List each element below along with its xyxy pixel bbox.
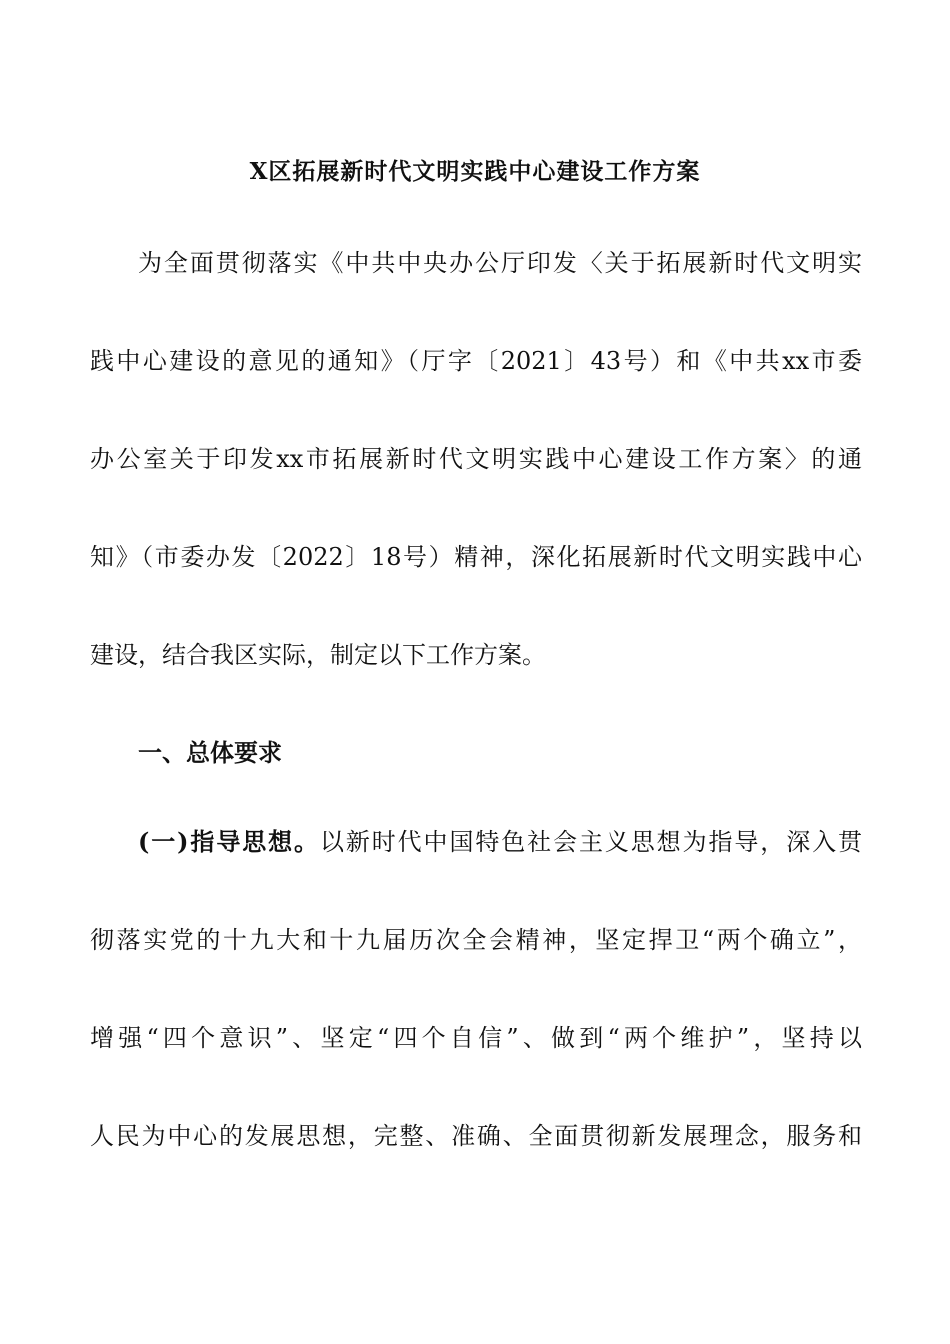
subsection-lead: (一)指导思想。: [138, 827, 320, 856]
intro-line-4: 知》（市委办发〔2022〕18号）精神，深化拓展新时代文明实践中心: [90, 543, 862, 571]
intro-line-1: 为全面贯彻落实《中共中央办公厅印发〈关于拓展新时代文明实: [138, 249, 862, 277]
intro-line-5: 建设，结合我区实际，制定以下工作方案。: [90, 641, 546, 669]
document-title: X区拓展新时代文明实践中心建设工作方案: [249, 158, 701, 185]
intro-line-2: 践中心建设的意见的通知》（厅字〔2021〕43号）和《中共xx市委: [90, 347, 862, 375]
subsection-line-3: 增强“四个意识”、坚定“四个自信”、做到“两个维护”，坚持以: [90, 1024, 862, 1052]
subsection-first-line: [138, 822, 862, 862]
subsection-line-4: 人民为中心的发展思想，完整、准确、全面贯彻新发展理念，服务和: [90, 1122, 862, 1150]
intro-line-3: 办公室关于印发xx市拓展新时代文明实践中心建设工作方案〉的通: [90, 445, 862, 473]
section-heading: 一、总体要求: [138, 738, 282, 767]
subsection-first-line-text: 以新时代中国特色社会主义思想为指导，深入贯: [319, 828, 862, 856]
subsection-line-2: 彻落实党的十九大和十九届历次全会精神，坚定捍卫“两个确立”，: [90, 926, 862, 954]
